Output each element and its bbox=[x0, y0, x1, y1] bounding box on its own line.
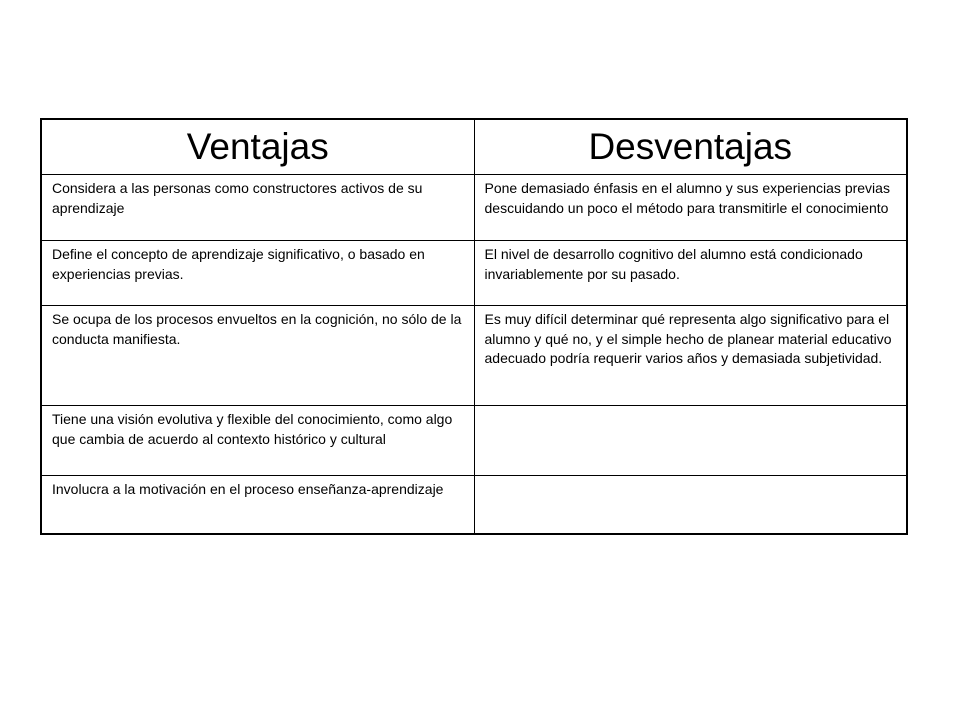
ventaja-cell: Se ocupa de los procesos envueltos en la cognición, no sólo de la conducta manifiesta. bbox=[41, 306, 474, 406]
desventaja-cell: Es muy difícil determinar qué representa algo significativo para el alumno y qué no, y el simple hecho de planear material educativo adecuado podría requerir varios años y demasiada subjetividad. bbox=[474, 306, 907, 406]
header-ventajas: Ventajas bbox=[41, 119, 474, 175]
desventaja-cell: Pone demasiado énfasis en el alumno y sus experiencias previas descuidando un poco el método para transmitirle el conocimiento bbox=[474, 175, 907, 241]
ventaja-cell: Define el concepto de aprendizaje significativo, o basado en experiencias previas. bbox=[41, 241, 474, 306]
table-row bbox=[41, 476, 907, 535]
comparison-table bbox=[40, 118, 908, 535]
header-row bbox=[41, 119, 907, 175]
table-row bbox=[41, 406, 907, 476]
ventaja-cell: Considera a las personas como constructores activos de su aprendizaje bbox=[41, 175, 474, 241]
desventaja-cell bbox=[474, 476, 907, 535]
ventaja-cell: Involucra a la motivación en el proceso enseñanza-aprendizaje bbox=[41, 476, 474, 535]
ventaja-cell: Tiene una visión evolutiva y flexible del conocimiento, como algo que cambia de acuerdo al contexto histórico y cultural bbox=[41, 406, 474, 476]
table-row bbox=[41, 241, 907, 306]
desventaja-cell bbox=[474, 406, 907, 476]
table-row bbox=[41, 175, 907, 241]
header-desventajas: Desventajas bbox=[474, 119, 907, 175]
desventaja-cell: El nivel de desarrollo cognitivo del alumno está condicionado invariablemente por su pasado. bbox=[474, 241, 907, 306]
table-row bbox=[41, 306, 907, 406]
